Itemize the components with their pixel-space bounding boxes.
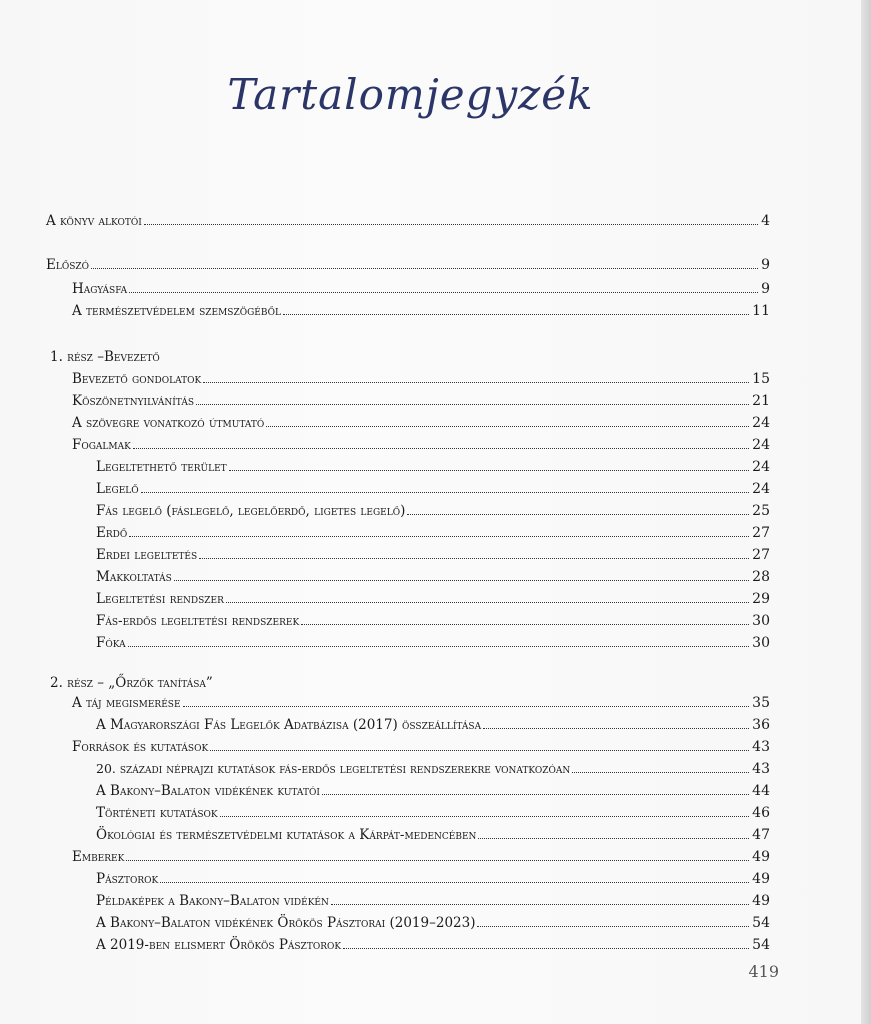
toc-leader	[229, 470, 749, 471]
toc-entry	[46, 736, 770, 756]
toc-label: Ökológiai és természetvédelmi kutatások a Kárpát-medencében	[96, 827, 477, 843]
toc-entry	[46, 210, 770, 230]
toc-entry	[46, 390, 770, 410]
page-number: 419	[748, 962, 779, 981]
toc-entry	[46, 758, 770, 778]
toc-page: 54	[752, 915, 770, 931]
toc-entry	[46, 692, 770, 712]
toc-label: Előszó	[46, 257, 90, 273]
toc-entry	[46, 868, 770, 888]
toc-leader	[160, 882, 749, 883]
toc-leader	[483, 728, 749, 729]
toc-leader	[199, 558, 749, 559]
toc-page: 21	[752, 393, 770, 409]
toc-label: A Bakony–Balaton vidékének Örökös Pásztorai (2019–2023)	[96, 915, 476, 931]
toc-entry	[46, 300, 770, 320]
toc-page: 35	[752, 695, 770, 711]
toc-leader	[283, 314, 749, 315]
toc-leader	[133, 448, 749, 449]
toc-label: Források és kutatások	[72, 739, 209, 755]
toc-page: 28	[752, 569, 770, 585]
toc-label: Fogalmak	[72, 437, 131, 453]
toc-entry	[46, 456, 770, 476]
toc-label: A természetvédelem szemszögéből	[72, 303, 281, 319]
toc-entry	[46, 824, 770, 844]
toc-leader	[144, 224, 758, 225]
toc-page: 54	[752, 937, 770, 953]
toc-label: Hagyásfa	[72, 281, 128, 297]
toc-label: Erdő	[96, 525, 128, 541]
toc-page: 43	[752, 761, 770, 777]
toc-page: 11	[752, 303, 770, 319]
toc-leader	[301, 624, 749, 625]
toc-label: 1. rész –Bevezető	[50, 349, 160, 365]
toc-label: Emberek	[72, 849, 125, 865]
toc-page: 49	[752, 849, 770, 865]
toc-entry	[46, 500, 770, 520]
toc-page: 49	[752, 871, 770, 887]
toc-label: Fás legelő (fáslegelő, legelőerdő, ligetes legelő)	[96, 503, 406, 519]
toc-leader	[210, 750, 749, 751]
toc-leader	[343, 948, 749, 949]
toc-page: 24	[752, 437, 770, 453]
toc-label: A könyv alkotói	[46, 213, 142, 229]
toc-leader	[322, 794, 749, 795]
toc-page: 24	[752, 459, 770, 475]
toc-leader	[196, 404, 749, 405]
toc-leader	[183, 706, 750, 707]
toc-leader	[477, 926, 749, 927]
toc-entry	[46, 780, 770, 800]
toc-leader	[91, 268, 758, 269]
toc-page: 15	[752, 371, 770, 387]
toc-entry	[46, 434, 770, 454]
toc-leader	[203, 382, 749, 383]
toc-leader	[266, 426, 749, 427]
page-edge	[861, 0, 871, 1024]
toc-label: Bevezető gondolatok	[72, 371, 202, 387]
toc-label: Fóka	[96, 635, 126, 651]
toc-page: 30	[752, 613, 770, 629]
toc-page: 24	[752, 481, 770, 497]
toc-leader	[128, 646, 750, 647]
toc-entry	[46, 912, 770, 932]
toc-entry	[46, 632, 770, 652]
toc-leader	[572, 772, 749, 773]
toc-leader	[220, 816, 750, 817]
toc-page: 43	[752, 739, 770, 755]
toc-page: 46	[752, 805, 770, 821]
toc-page: 44	[752, 783, 770, 799]
toc-entry	[46, 934, 770, 954]
toc-label: 20. századi néprajzi kutatások fás-erdős legeltetési rendszerekre vonatkozóan	[96, 761, 571, 776]
toc-page: 49	[752, 893, 770, 909]
toc-page: 30	[752, 635, 770, 651]
toc-label: 2. rész – „Őrzők tanítása”	[50, 675, 213, 691]
toc-label: A szövegre vonatkozó útmutató	[72, 415, 265, 431]
toc-page: 25	[752, 503, 770, 519]
toc-label: Történeti kutatások	[96, 805, 218, 821]
toc-page: 47	[752, 827, 770, 843]
toc-leader	[478, 838, 749, 839]
toc-leader	[226, 602, 749, 603]
toc-entry	[46, 278, 770, 298]
toc-entry	[46, 588, 770, 608]
toc-part-heading	[46, 346, 770, 366]
toc-leader	[129, 536, 749, 537]
toc-entry	[46, 846, 770, 866]
toc-entry	[46, 544, 770, 564]
toc-leader	[407, 514, 749, 515]
toc-entry	[46, 254, 770, 274]
toc-label: Makkoltatás	[96, 569, 172, 585]
toc-label: Fás-erdős legeltetési rendszerek	[96, 613, 300, 629]
toc-label: Köszönetnyilvánítás	[72, 393, 194, 409]
toc-leader	[174, 580, 749, 581]
toc-page: 27	[752, 547, 770, 563]
toc-page: 29	[752, 591, 770, 607]
toc-leader	[129, 292, 758, 293]
toc-label: Példaképek a Bakony–Balaton vidékén	[96, 893, 329, 909]
toc-label: A táj megismerése	[72, 695, 181, 711]
toc-label: Legeltetési rendszer	[96, 591, 224, 607]
toc-label: A Magyarországi Fás Legelők Adatbázisa (2017) összeállítása	[96, 717, 482, 733]
toc-entry	[46, 566, 770, 586]
toc-page: 9	[761, 281, 770, 297]
toc-entry	[46, 368, 770, 388]
toc-part-heading	[46, 672, 770, 692]
toc-entry	[46, 522, 770, 542]
toc-leader	[141, 492, 750, 493]
toc-leader	[126, 860, 749, 861]
toc-label: A 2019-ben elismert Örökös Pásztorok	[96, 937, 342, 953]
toc-entry	[46, 890, 770, 910]
toc-entry	[46, 802, 770, 822]
toc-label: A Bakony–Balaton vidékének kutatói	[96, 783, 320, 799]
toc-page: 24	[752, 415, 770, 431]
toc-entry	[46, 714, 770, 734]
toc-page: 36	[752, 717, 770, 733]
toc-label: Erdei legeltetés	[96, 547, 198, 563]
toc-page: 4	[761, 213, 770, 229]
toc-label: Pásztorok	[96, 871, 159, 887]
toc-page: 9	[761, 257, 770, 273]
toc-leader	[331, 904, 749, 905]
toc-entry	[46, 478, 770, 498]
toc-entry	[46, 412, 770, 432]
page-title: Tartalomjegyzék	[227, 70, 594, 119]
toc-label: Legeltethető terület	[96, 459, 227, 475]
toc-page: 27	[752, 525, 770, 541]
toc-label: Legelő	[96, 481, 139, 497]
toc-entry	[46, 610, 770, 630]
